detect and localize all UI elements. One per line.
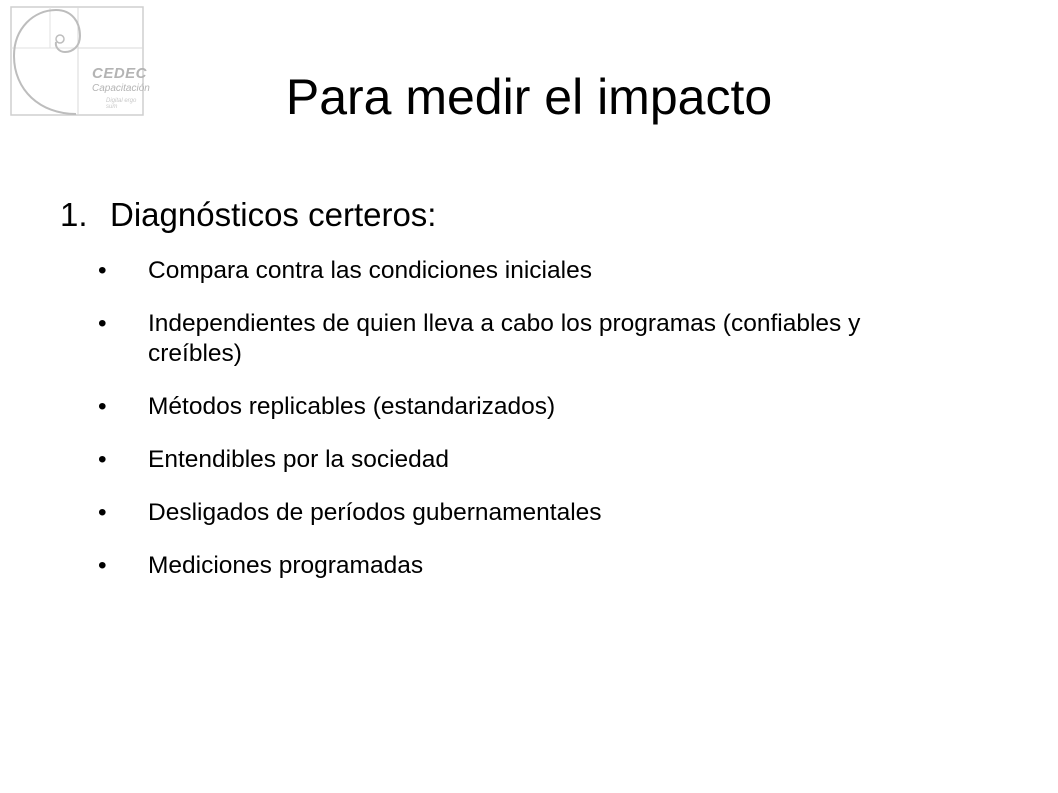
bullet-icon: • [98,499,107,526]
logo-subtitle: Capacitación [92,83,150,94]
heading-number: 1. [60,196,88,233]
bullet-list [98,256,898,604]
bullet-text: Mediciones programadas [148,552,424,579]
bullet-text: Métodos replicables (estandarizados) [148,393,556,420]
numbered-heading [60,192,436,238]
slide-title: Para medir el impacto [285,69,773,125]
bullet-item [98,256,898,286]
bullet-item [98,551,898,581]
bullet-icon: • [98,446,107,473]
bullet-icon: • [98,310,107,337]
bullet-item [98,498,898,528]
bullet-item [98,392,898,422]
bullet-text: Independientes de quien lleva a cabo los programas (confiables y creíbles) [148,310,861,367]
bullet-icon: • [98,393,107,420]
bullet-text: Compara contra las condiciones iniciales [148,257,592,284]
logo-name: CEDEC [92,65,148,82]
heading-text: Diagnósticos certeros: [110,196,437,233]
logo-tagline: Digital ergo sum [106,98,137,110]
bullet-icon: • [98,257,107,284]
bullet-icon: • [98,552,107,579]
bullet-item [98,445,898,475]
bullet-text: Desligados de períodos gubernamentales [148,499,602,526]
bullet-item [98,309,898,369]
bullet-text: Entendibles por la sociedad [148,446,450,473]
